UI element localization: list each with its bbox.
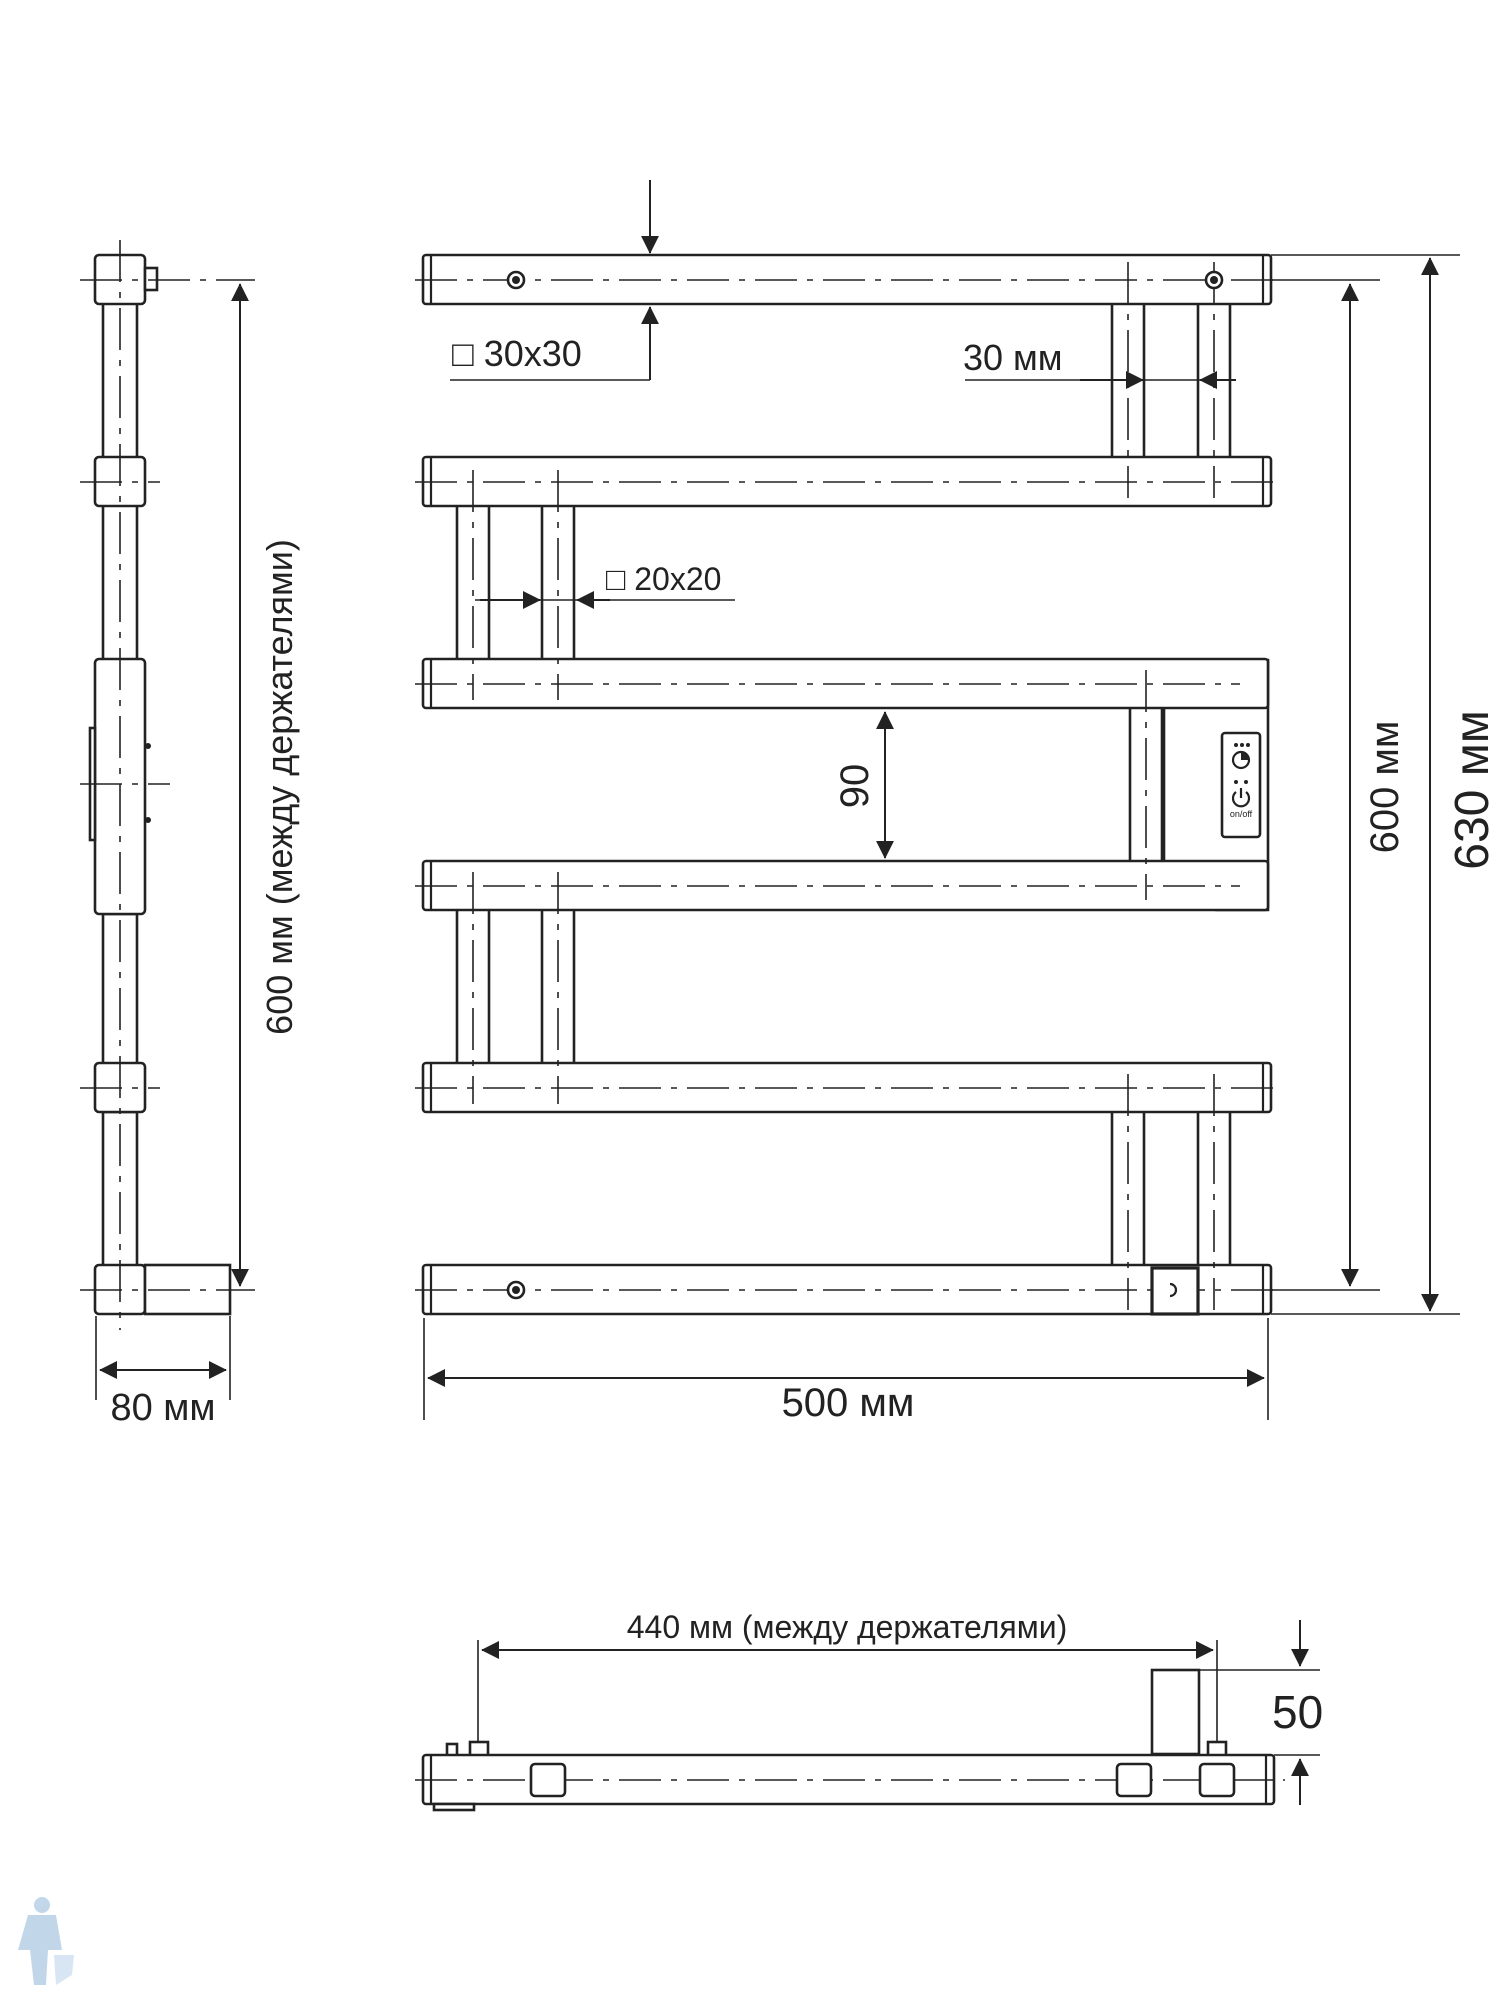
side-wall-mount: [145, 268, 157, 290]
watermark-logo: [18, 1897, 74, 1985]
front-view: [415, 180, 1499, 1425]
mounting-screw-icon: [508, 1282, 524, 1298]
depth-80-label: 80 мм: [110, 1387, 216, 1429]
bottom-view: [415, 1609, 1323, 1810]
side-600-label: 600 мм (между держателями): [259, 539, 300, 1035]
control-onoff-label: on/off: [1229, 809, 1253, 819]
tube-main-label: □ 30x30: [452, 333, 582, 374]
mounting-screw-icon: [1206, 272, 1222, 288]
bottom-tube-section: [1200, 1764, 1234, 1796]
tube-small-label: □ 20x20: [606, 561, 722, 597]
bottom-50-label: 50: [1272, 1686, 1324, 1738]
gap-30-label: 30 мм: [963, 337, 1063, 378]
control-panel: [1222, 733, 1260, 837]
mounting-screw-icon: [508, 272, 524, 288]
bottom-heating-block: [1152, 1670, 1199, 1754]
bottom-cap: [434, 1804, 474, 1810]
bottom-tube-section: [531, 1764, 565, 1796]
gap-90-label: 90: [833, 763, 877, 809]
bottom-tube-section: [1117, 1764, 1151, 1796]
side-view: [80, 240, 300, 1429]
power-switch: [1152, 1268, 1198, 1314]
height-630-label: 630 мм: [1446, 710, 1499, 870]
width-500-label: 500 мм: [781, 1381, 915, 1425]
bottom-440-label: 440 мм (между держателями): [626, 1609, 1068, 1645]
height-600-label: 600 мм: [1363, 720, 1407, 854]
